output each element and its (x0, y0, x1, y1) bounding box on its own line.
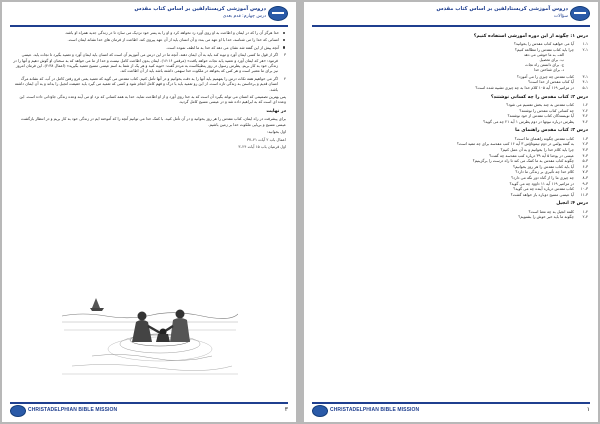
question-row (314, 85, 588, 91)
question-number: ۴-۲ (582, 118, 588, 124)
question-text: آیا نویسندگان کتاب مقدس از خود نوشتند؟ (507, 113, 574, 119)
question-number: ۴-۱ (582, 79, 588, 85)
mission-logo-icon (268, 6, 288, 21)
question-text: چرا باید کلام خدا را بخوانیم و به آن عمل کنیم؟ (500, 146, 574, 152)
header-rule (10, 25, 288, 27)
question-text: کلام خدا چه تأثیری بر زندگی ما دارد؟ (515, 169, 574, 175)
question-text: عیسی در یوحنا ۵ آیه ۳۹ درباره کتب مقدسه چه گفت؟ (489, 152, 574, 158)
mission-logo-icon (570, 6, 590, 21)
question-number: ۳-۱ (582, 73, 588, 79)
question-text: چگونه کتاب مقدس به ما کمک می کند تا راه درست را برگزینیم؟ (472, 158, 574, 164)
question-number: ۲-۱ (582, 47, 588, 52)
option-text: ب. برای تحصیل (539, 57, 564, 62)
question-number: ۵-۳ (582, 158, 588, 164)
question-number: ۲-۳ (582, 141, 588, 147)
paragraph-text: اگر از قول ما کسی ایمان آورد و توبه کند باید به آن ایمان دهند. آنچه ما در این درس می آموزیم آن است که انسان باید ایمان آورد و تعمید بگیرد تا نجات یابد. عیسی فرمود: «هر که ایمان آورد و تعمید یابد نجات خواهد یافت» (مرقس ۱۶:۱۶). ایمان بدون اطاعت کامل نیست و خدا از ما می خواهد که به سخنان او گوش دهیم و آنها را در زندگی خود به کار بریم. پطرس رسول در روز پنطیکاست به مردم گفت: «توبه کنید و هر یک از شما به اسم عیسی مسیح تعمید بگیرید» (اعمال ۲:۳۸). این فرمان امروز نیز برای ما معتبر است و هر کس که بخواهد در ملکوت خدا سهمی داشته باشد باید از آن اطاعت کند. (13, 52, 278, 74)
question-text: به گفته پولس در دوم تیموتاؤس ۳ آیه ۱۶ کتب مقدسه برای چه مفید است؟ (456, 141, 574, 147)
header-title: دروس آموزشی کریستادلفین بر اساس کتاب مقدس (134, 6, 266, 12)
question-number: ۱۰-۳ (580, 186, 588, 192)
page-header (312, 6, 590, 24)
question-row (314, 214, 588, 220)
question-text: آیا باید کتاب مقدس را هر روز بخوانیم؟ (512, 163, 574, 169)
question-number: ۱-۱ (582, 41, 588, 47)
question-number: ۵-۱ (582, 84, 588, 90)
option-text: ج. برای دانستن راه نجات (525, 63, 564, 68)
question-text: کتاب مقدس چه چیزی را می آموزد؟ (516, 73, 574, 79)
lesson-body (12, 30, 286, 151)
mission-logo-icon (10, 405, 26, 417)
paragraph-number: ۴ (283, 75, 286, 81)
question-row (314, 192, 588, 198)
question-number: ۱-۴ (582, 208, 588, 214)
bullet-item: انسانی که خدا را می شناسد، خدا با او عهد می بندد و آن انسان باید از آن عهد پیروی کند. اطاعت از فرمان های خدا نشانه ایمان است. (12, 37, 286, 42)
question-number: ۷-۳ (582, 169, 588, 175)
question-row (314, 47, 588, 53)
footer-rule (312, 402, 590, 404)
question-text: کلمه انجیل به چه معنا است؟ (528, 208, 574, 214)
baptism-illustration (62, 286, 238, 378)
question-number: ۳-۳ (582, 146, 588, 152)
body-paragraph: پس بهترین تصمیمی که انسان می تواند بگیرد آن است که به خدا روی آورد و از او اطاعت نماید. خدا به همه کسانی که نزد او می آیند وعده زندگی جاودانی داده است. این وعده ای است که به ابراهیم داده شد و در عیسی مسیح کامل گردید. (19, 94, 286, 105)
scripture-reference: اعمال باب ۲ آیات ۴۱–۳۷ (246, 136, 286, 142)
page-number: ۱ (586, 407, 590, 413)
question-text: در مزامیر ۱۱۹ آیه ۱۱ داوود چه می گوید؟ (509, 180, 574, 186)
page-number: ۳ (284, 407, 288, 413)
question-text: کتاب مقدس چگونه راهنمای ما است؟ (514, 135, 574, 141)
closing-paragraph: برای پیشرفت در راه ایمان، کتاب مقدس را هر روز بخوانید و در آن تأمل کنید. با کمک خدا می توانیم آنچه را که آموخته ایم در زندگی خود به کار بریم و در انتظار بازگشت عیسی مسیح و برپایی ملکوت خدا بر زمین باشیم. (21, 116, 286, 127)
question-text: چرا باید کتاب مقدس را مطالعه کنیم؟ (514, 47, 574, 52)
option-text: د. برای شناختن خدا (533, 68, 564, 73)
mission-logo-icon (312, 405, 328, 417)
lesson-heading: درس ۱: چگونه از این دوره آموزشی استفاده کنیم؟ (473, 34, 588, 39)
question-text: چگونه ما باید خبر خوش را بشنویم؟ (518, 214, 574, 220)
question-text: در مزامیر ۱۱۹ آیه ۱۰۵ کلام خدا به چه چیزی تشبیه شده است؟ (475, 84, 574, 90)
question-text: چه کسانی کتاب مقدس را نوشتند؟ (519, 107, 574, 113)
option-text: الف. به ما خوشی می دهد (523, 52, 564, 57)
lesson-heading: درس ۲: کتاب مقدس را چه کسانی نوشتند؟ (490, 94, 588, 100)
question-text: پطرس درباره نبوتها در دوم پطرس ۱ آیه ۲۱ چه می گوید؟ (483, 118, 574, 124)
read-label: اول بخوانید: (267, 129, 286, 135)
question-number: ۶-۳ (582, 163, 588, 169)
footer-org: CHRISTADELPHIAN BIBLE MISSION (330, 407, 420, 413)
right-page (304, 2, 598, 422)
page-header (10, 6, 288, 24)
question-number: ۱۱-۳ (580, 191, 588, 197)
question-number: ۲-۴ (582, 214, 588, 220)
numbered-paragraph (12, 76, 286, 92)
bullet-item: خدا هرگز آن را که در ایمان و اطاعت به او روی آورد رد نخواهد کرد و او را به پسر خود نزدیک می سازد تا در زندگی جدید همراه او باشد. (12, 30, 286, 35)
questions-list (314, 30, 588, 220)
question-text: کتاب مقدس درباره آینده چه می گوید؟ (513, 186, 574, 192)
header-title: دروس آموزشی کریستادلفین بر اساس کتاب مقدس (436, 6, 568, 12)
footer-org: CHRISTADELPHIAN BIBLE MISSION (28, 407, 118, 413)
lesson-heading: درس ۴: انجیل (556, 201, 588, 207)
scripture-reference: اول قرنتیان باب ۱۵ آیات ۲۴–۳ (238, 143, 286, 149)
question-text: آیا کتاب مقدس از خدا است؟ (528, 79, 574, 85)
page-footer (312, 402, 590, 416)
question-number: ۸-۳ (582, 174, 588, 180)
question-text: کتاب مقدس به چند بخش تقسیم می شود؟ (506, 101, 574, 107)
paragraph-number: ۳ (283, 52, 286, 58)
section-heading: در نهایت (266, 108, 286, 114)
question-number: ۹-۳ (582, 180, 588, 186)
header-subtitle: سؤالات (553, 14, 568, 19)
page-footer (10, 402, 288, 416)
footer-rule (10, 402, 288, 404)
numbered-paragraph (12, 52, 286, 74)
question-text: چه چیزی ما را از گناه دور نگه می دارد؟ (511, 174, 574, 180)
question-number: ۱-۲ (582, 101, 588, 107)
question-row (314, 119, 588, 125)
question-number: ۴-۳ (582, 152, 588, 158)
header-subtitle: درس چهارم: قدم بعدی (222, 14, 266, 19)
lesson-heading: درس ۳: کتاب مقدس راهنمای ما (515, 128, 588, 134)
left-page (2, 2, 296, 422)
question-text: آیا می خواهید کتاب مقدس را بخوانید؟ (513, 41, 574, 47)
header-rule (312, 25, 590, 27)
question-number: ۱-۳ (582, 135, 588, 141)
bullet-item: آنچه پیش از این گفته شد نشان می دهد که خدا به ما لطف نموده است. (12, 45, 286, 50)
question-number: ۲-۲ (582, 107, 588, 113)
question-number: ۳-۲ (582, 113, 588, 119)
question-text: آیا عیسی مسیح دوباره باز خواهد گشت؟ (510, 191, 574, 197)
paragraph-text: اگر می خواهیم همه نکات درس را بفهمیم باید آنها را به دقت بخوانیم و در آنها تأمل کنیم. کتاب مقدس می گوید که تعمید یعنی فرو رفتن کامل در آب، که نشانه مرگ انسان قدیم و برخاستن به زندگی تازه است. از این رو تعمید باید با درک و فهم کامل انجام شود و کسی که تعمید می گیرد باید حقیقت انجیل را بداند و به آن ایمان داشته باشد. (14, 75, 278, 92)
